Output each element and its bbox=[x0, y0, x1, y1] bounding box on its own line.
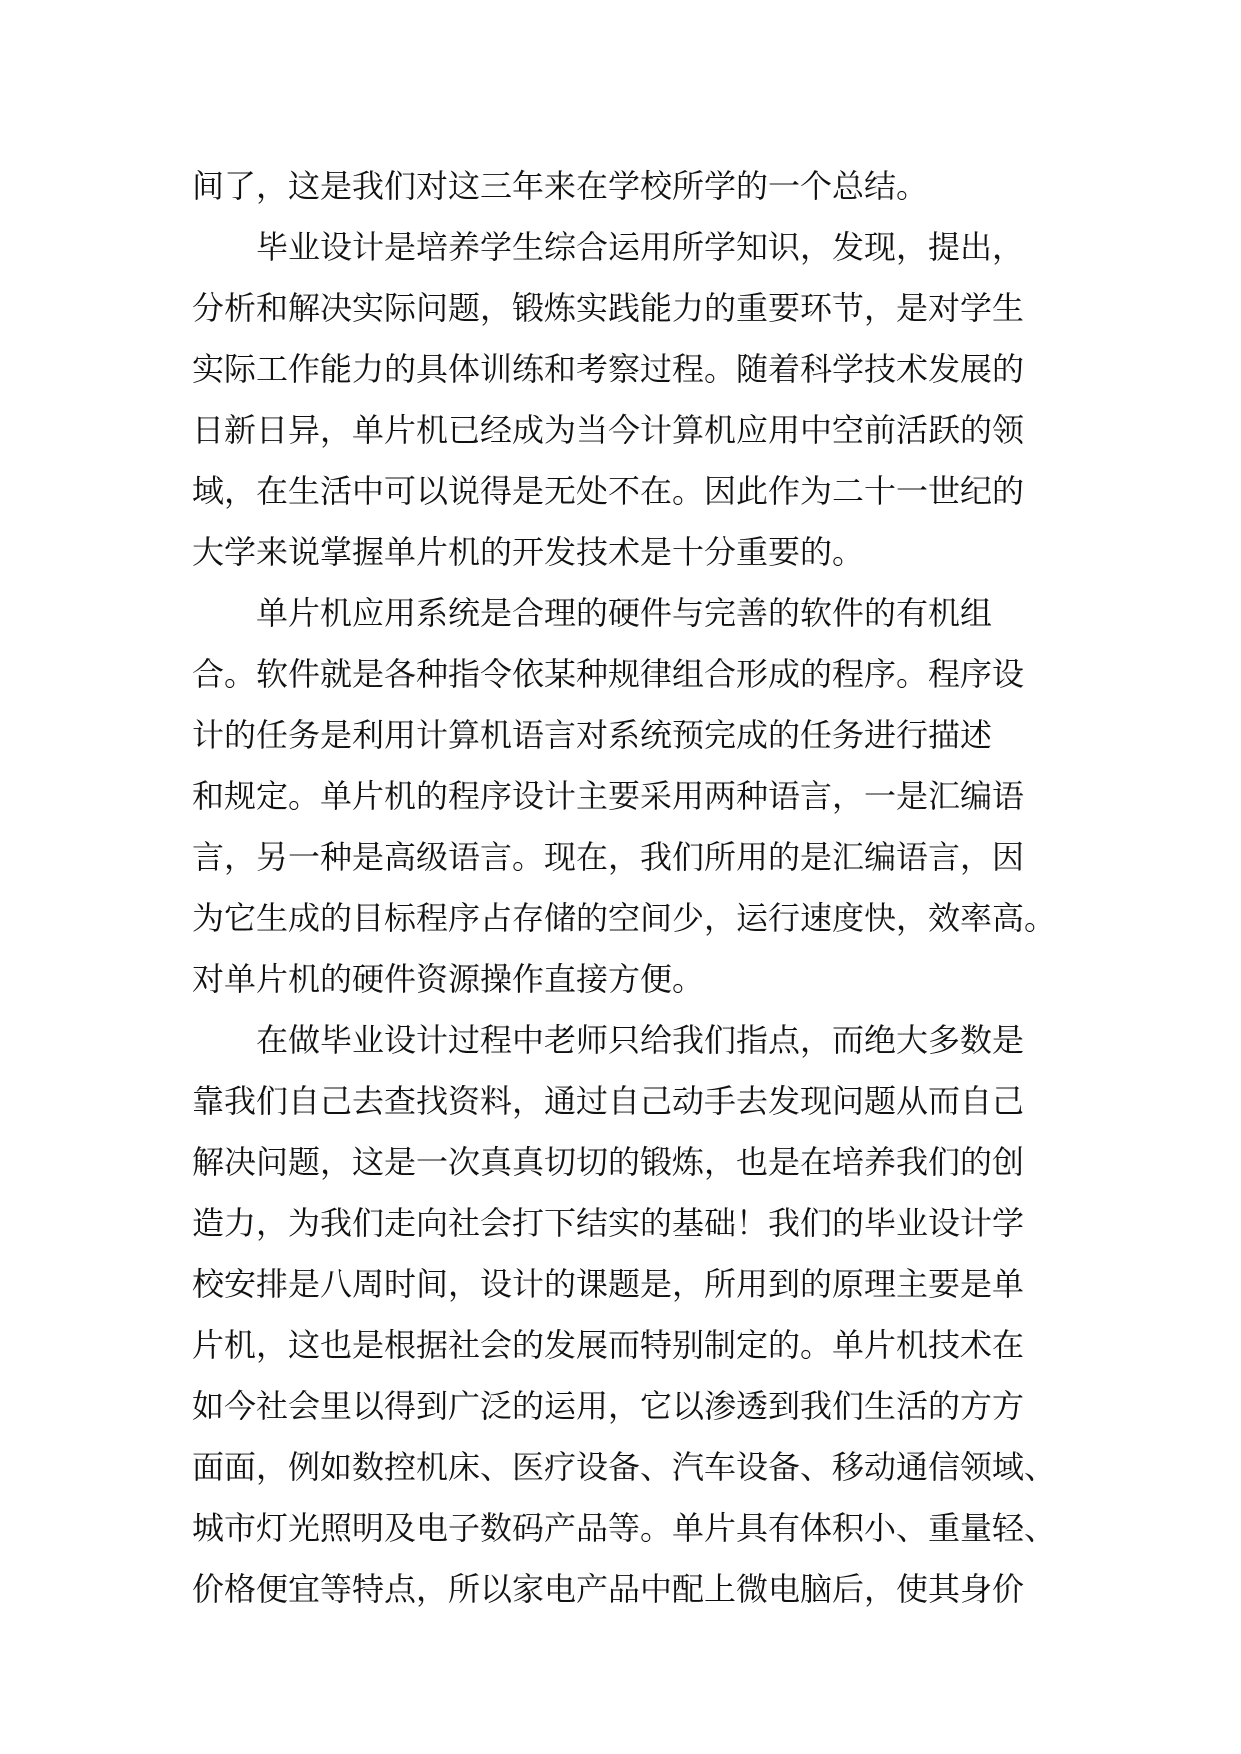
text-line: 价格便宜等特点，所以家电产品中配上微电脑后，使其身价 bbox=[192, 1570, 1025, 1608]
text-line: 校安排是八周时间，设计的课题是，所用到的原理主要是单 bbox=[192, 1265, 1025, 1303]
text-line: 合。软件就是各种指令依某种规律组合形成的程序。程序设 bbox=[192, 655, 1025, 693]
text-line: 日新日异，单片机已经成为当今计算机应用中空前活跃的领 bbox=[192, 411, 1025, 449]
text-line: 大学来说掌握单片机的开发技术是十分重要的。 bbox=[192, 533, 865, 571]
text-line: 在做毕业设计过程中老师只给我们指点，而绝大多数是 bbox=[256, 1021, 1025, 1059]
text-line: 计的任务是利用计算机语言对系统预完成的任务进行描述 bbox=[192, 716, 993, 754]
text-line: 对单片机的硬件资源操作直接方便。 bbox=[192, 960, 705, 998]
text-line: 造力，为我们走向社会打下结实的基础！我们的毕业设计学 bbox=[192, 1204, 1025, 1242]
text-line: 面面，例如数控机床、医疗设备、汽车设备、移动通信领域、 bbox=[192, 1448, 1057, 1486]
text-line: 实际工作能力的具体训练和考察过程。随着科学技术发展的 bbox=[192, 350, 1025, 388]
body-text bbox=[192, 156, 1062, 1620]
text-line: 为它生成的目标程序占存储的空间少，运行速度快，效率高。 bbox=[192, 899, 1057, 937]
text-line: 靠我们自己去查找资料，通过自己动手去发现问题从而自己 bbox=[192, 1082, 1025, 1120]
text-line: 言，另一种是高级语言。现在，我们所用的是汇编语言，因 bbox=[192, 838, 1025, 876]
text-line: 解决问题，这是一次真真切切的锻炼，也是在培养我们的创 bbox=[192, 1143, 1025, 1181]
text-line: 城市灯光照明及电子数码产品等。单片具有体积小、重量轻、 bbox=[192, 1509, 1057, 1547]
text-line: 如今社会里以得到广泛的运用，它以渗透到我们生活的方方 bbox=[192, 1387, 1025, 1425]
text-line: 间了，这是我们对这三年来在学校所学的一个总结。 bbox=[192, 167, 929, 205]
text-line: 单片机应用系统是合理的硬件与完善的软件的有机组 bbox=[256, 594, 993, 632]
text-line: 分析和解决实际问题，锻炼实践能力的重要环节，是对学生 bbox=[192, 289, 1025, 327]
text-line: 域，在生活中可以说得是无处不在。因此作为二十一世纪的 bbox=[192, 472, 1025, 510]
text-line: 片机，这也是根据社会的发展而特别制定的。单片机技术在 bbox=[192, 1326, 1025, 1364]
text-line: 毕业设计是培养学生综合运用所学知识，发现，提出， bbox=[256, 228, 1025, 266]
text-line: 和规定。单片机的程序设计主要采用两种语言，一是汇编语 bbox=[192, 777, 1025, 815]
